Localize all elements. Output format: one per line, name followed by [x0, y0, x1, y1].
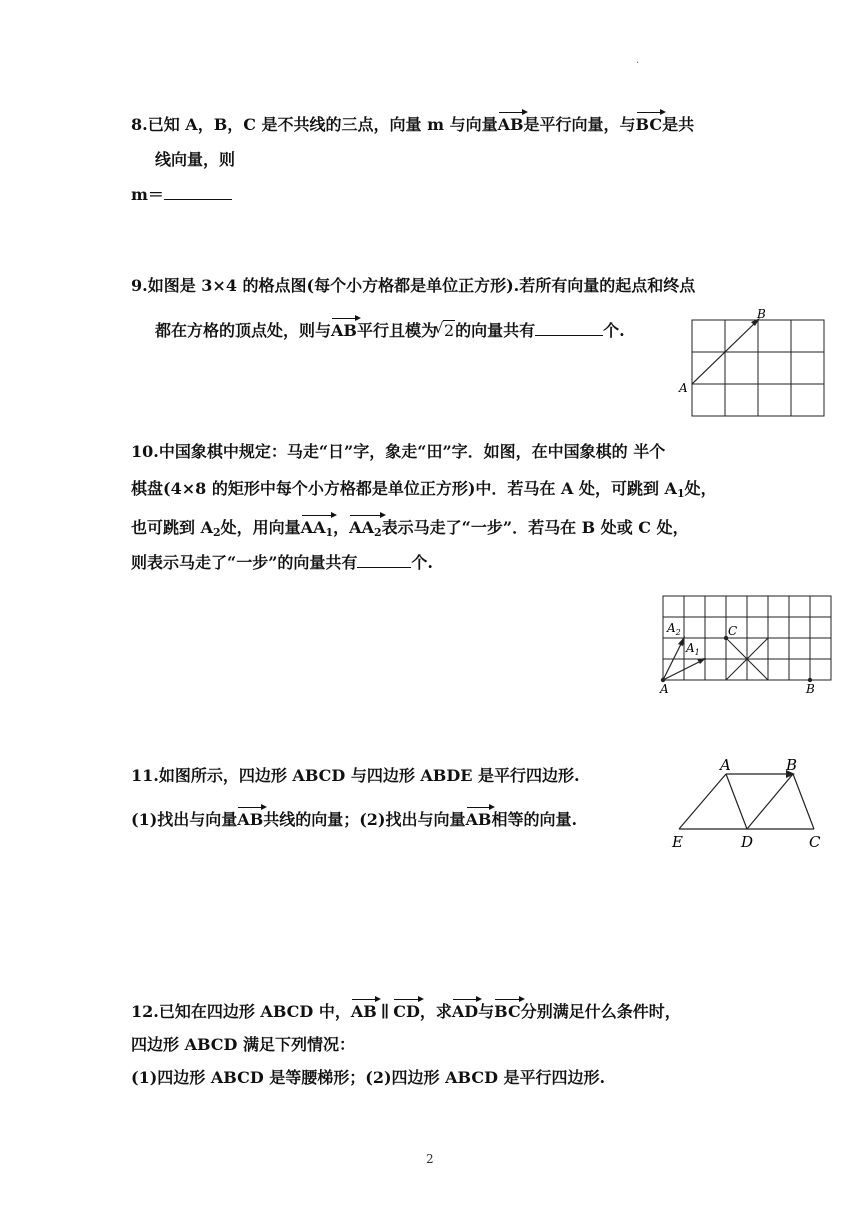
q11-text-c: 相等的向量.	[491, 810, 578, 829]
vec-aa2-sub: 2	[374, 526, 382, 539]
label-c: C	[809, 833, 821, 851]
q8-answer-blank[interactable]	[164, 185, 232, 200]
grid-lines	[692, 320, 824, 416]
q8-text-b: 是平行向量，与	[523, 115, 636, 134]
vector-aa1	[301, 518, 333, 538]
q9-answer-blank[interactable]	[535, 321, 603, 336]
segment-db	[747, 774, 793, 829]
label-d: D	[741, 833, 754, 851]
q12-line3: (1)四边形 ABCD 是等腰梯形；(2)四边形 ABCD 是平行四边形.	[131, 1068, 606, 1087]
q9-text-a: 都在方格的顶点处，则与	[155, 321, 332, 340]
q11-line1: 11.如图所示，四边形 ABCD 与四边形 ABDE 是平行四边形.	[131, 766, 580, 785]
page-number: 2	[426, 1152, 434, 1166]
q8-text-c: 是共	[662, 115, 695, 134]
label-a1-sub: 1	[694, 648, 700, 657]
q10-text-g: 个.	[411, 553, 433, 572]
vector-bc: BC	[494, 1002, 521, 1021]
segment-ea	[679, 774, 726, 829]
q10-line3	[131, 518, 689, 538]
q10-text-d: 处，用向量	[220, 518, 301, 537]
vec-aa2-text: AA	[349, 518, 374, 537]
q10-line2	[131, 479, 717, 499]
q8-line2: 线向量，则	[155, 150, 236, 169]
q12-text-a: 12.已知在四边形 ABCD 中，	[131, 1002, 351, 1021]
q10-sep: ，	[333, 518, 350, 537]
vector-ab: AB	[497, 115, 524, 134]
vector-ab: AB	[237, 810, 264, 829]
label-e: E	[672, 833, 683, 851]
q12-text-b: ，求	[419, 1002, 452, 1021]
segment-bc	[793, 774, 814, 829]
vec-aa1-sub: 1	[325, 526, 334, 539]
vector-bc: BC	[635, 115, 663, 134]
q8-line3	[131, 185, 232, 205]
q9-text-b: 平行且模为	[356, 321, 437, 340]
sqrt-symbol: √ 2	[443, 320, 455, 341]
label-a1-main: A	[686, 641, 695, 655]
q10-sub-1: 1	[676, 487, 685, 500]
q9-line1: 9.如图是 3×4 的格点图(每个小方格都是单位正方形).若所有向量的起点和终点	[131, 276, 696, 295]
label-a: A	[679, 381, 688, 395]
label-a2	[666, 621, 681, 637]
vector-ab: AB	[465, 810, 492, 829]
top-mark: ·	[636, 58, 640, 69]
q10-board-figure	[656, 592, 836, 702]
parallel-symbol: ∥	[380, 1002, 390, 1021]
label-a: A	[720, 756, 731, 774]
q12-text-d: 分别满足什么条件时，	[520, 1002, 681, 1021]
q8-text-a: 8.已知 A，B，C 是不共线的三点，向量 m 与向量	[131, 115, 498, 134]
label-a1	[685, 641, 700, 657]
label-c: C	[728, 624, 738, 638]
q12-text-c: 与	[478, 1002, 495, 1021]
label-b: B	[806, 682, 815, 696]
q9-line2	[155, 320, 625, 341]
q9-grid-figure	[676, 305, 828, 421]
q10-text-a: 棋盘(4×8 的矩形中每个小方格都是单位正方形)中．若马在 A 处，可跳到 A	[131, 479, 677, 498]
q10-line4	[131, 553, 433, 573]
q11-text-b: 共线的向量；(2)找出与向量	[263, 810, 466, 829]
q10-text-e: 表示马走了“一步”．若马在 B 处或 C 处，	[381, 518, 689, 537]
label-b: B	[786, 756, 798, 774]
label-a2-main: A	[667, 621, 676, 635]
q10-text-f: 则表示马走了“一步”的向量共有	[131, 553, 358, 572]
q10-answer-blank[interactable]	[357, 553, 411, 568]
vector-ab: AB	[350, 1002, 377, 1021]
q12-line1	[131, 1002, 681, 1022]
q11-text-a: (1)找出与向量	[131, 810, 238, 829]
vector-ad: AD	[451, 1002, 479, 1021]
q10-sub-2: 2	[213, 526, 221, 539]
segment-ad	[726, 774, 747, 829]
vector-aa2	[349, 518, 381, 538]
label-a2-sub: 2	[675, 628, 681, 637]
q10-text-c: 也可跳到 A	[131, 518, 213, 537]
vector-cd: CD	[393, 1002, 420, 1021]
q9-text-d: 个.	[603, 321, 625, 340]
q9-text-c: 的向量共有	[455, 321, 536, 340]
q10-text-b: 处，	[684, 479, 717, 498]
q11-line2	[131, 810, 577, 830]
q10-line1: 10.中国象棋中规定：马走“日”字，象走“田”字．如图，在中国象棋的 半个	[131, 442, 666, 461]
label-b: B	[757, 307, 766, 321]
q12-line2: 四边形 ABCD 满足下列情况：	[131, 1035, 355, 1054]
q8-line1	[131, 115, 694, 135]
vector-ab: AB	[331, 321, 357, 340]
label-a: A	[660, 682, 669, 696]
q8-m-equals: m＝	[131, 185, 164, 204]
vec-aa1-text: AA	[300, 518, 326, 537]
q11-parallelogram-figure	[664, 754, 834, 854]
